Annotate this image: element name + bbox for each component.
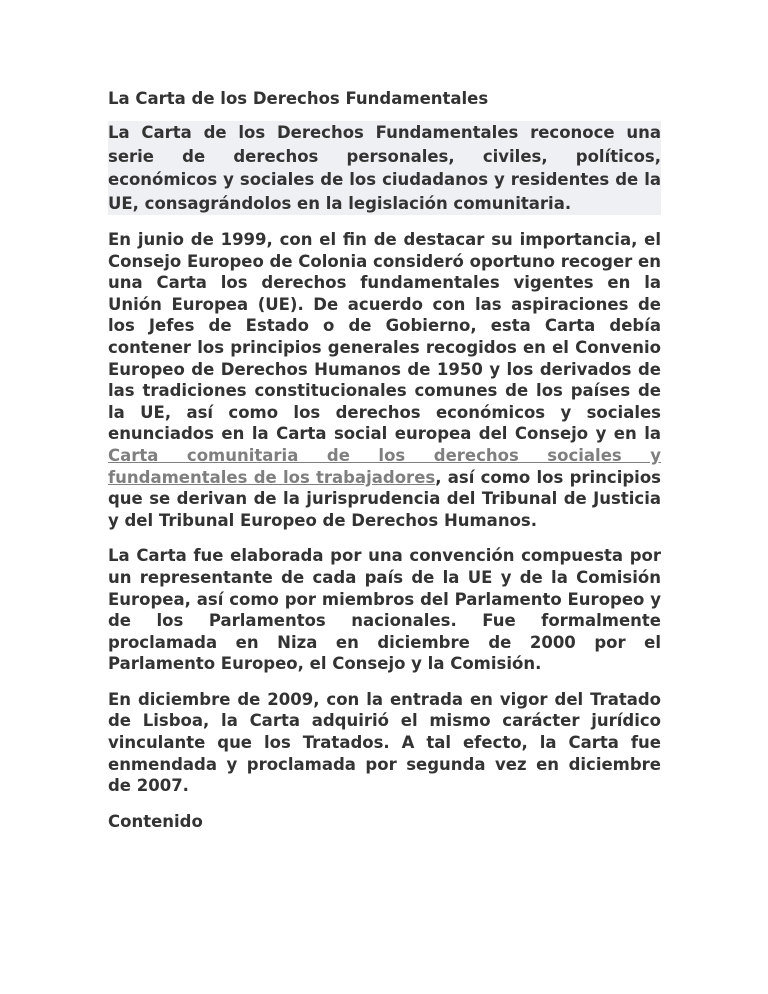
charter-workers-rights-link[interactable]: Carta comunitaria de los derechos sociales y fundamentales de los trabajadores [108,445,661,487]
paragraph-elaboration: La Carta fue elaborada por una convención compuesta por un representante de cada país de la UE y de la Comisión Europea, así como por miembros del Parlamento Europeo y de los Parlamentos nacionales. Fue formalmente proclamada en Niza en diciembre de 2000 por el Parlamento Europeo, el Consejo y la Comisión. [108,546,661,674]
paragraph-history-text-start: En junio de 1999, con el fin de destacar su importancia, el Consejo Europeo de Colonia consideró oportuno recoger en una Carta los derechos fundamentales vigentes en la Unión Europea (UE). De acuerdo con las aspiraciones de los Jefes de Estado o de Gobierno, esta Carta debía contener los principios generales recogidos en el Convenio Europeo de Derechos Humanos de 1950 y los derivados de las tradiciones constitucionales comunes de los países de la UE, así como los derechos económicos y sociales enunciados en la Carta social europea del Consejo y en la [108,230,661,444]
paragraph-history [108,229,661,531]
section-heading-contenido: Contenido [108,811,203,831]
paragraph-history-text-end: , así como los principios que se derivan de la jurisprudencia del Tribunal de Justicia y del Tribunal Europeo de Derechos Humanos. [108,467,661,530]
paragraph-lisbon: En diciembre de 2009, con la entrada en vigor del Tratado de Lisboa, la Carta adquirió el mismo carácter jurídico vinculante que los Tratados. A tal efecto, la Carta fue enmendada y proclamada por segunda vez en diciembre de 2007. [108,689,661,796]
document-page [108,87,661,833]
lead-paragraph: La Carta de los Derechos Fundamentales reconoce una serie de derechos personales, civiles, políticos, económicos y sociales de los ciudadanos y residentes de la UE, consagrándolos en la legislación comunitaria. [108,121,661,215]
document-title: La Carta de los Derechos Fundamentales [108,89,489,108]
